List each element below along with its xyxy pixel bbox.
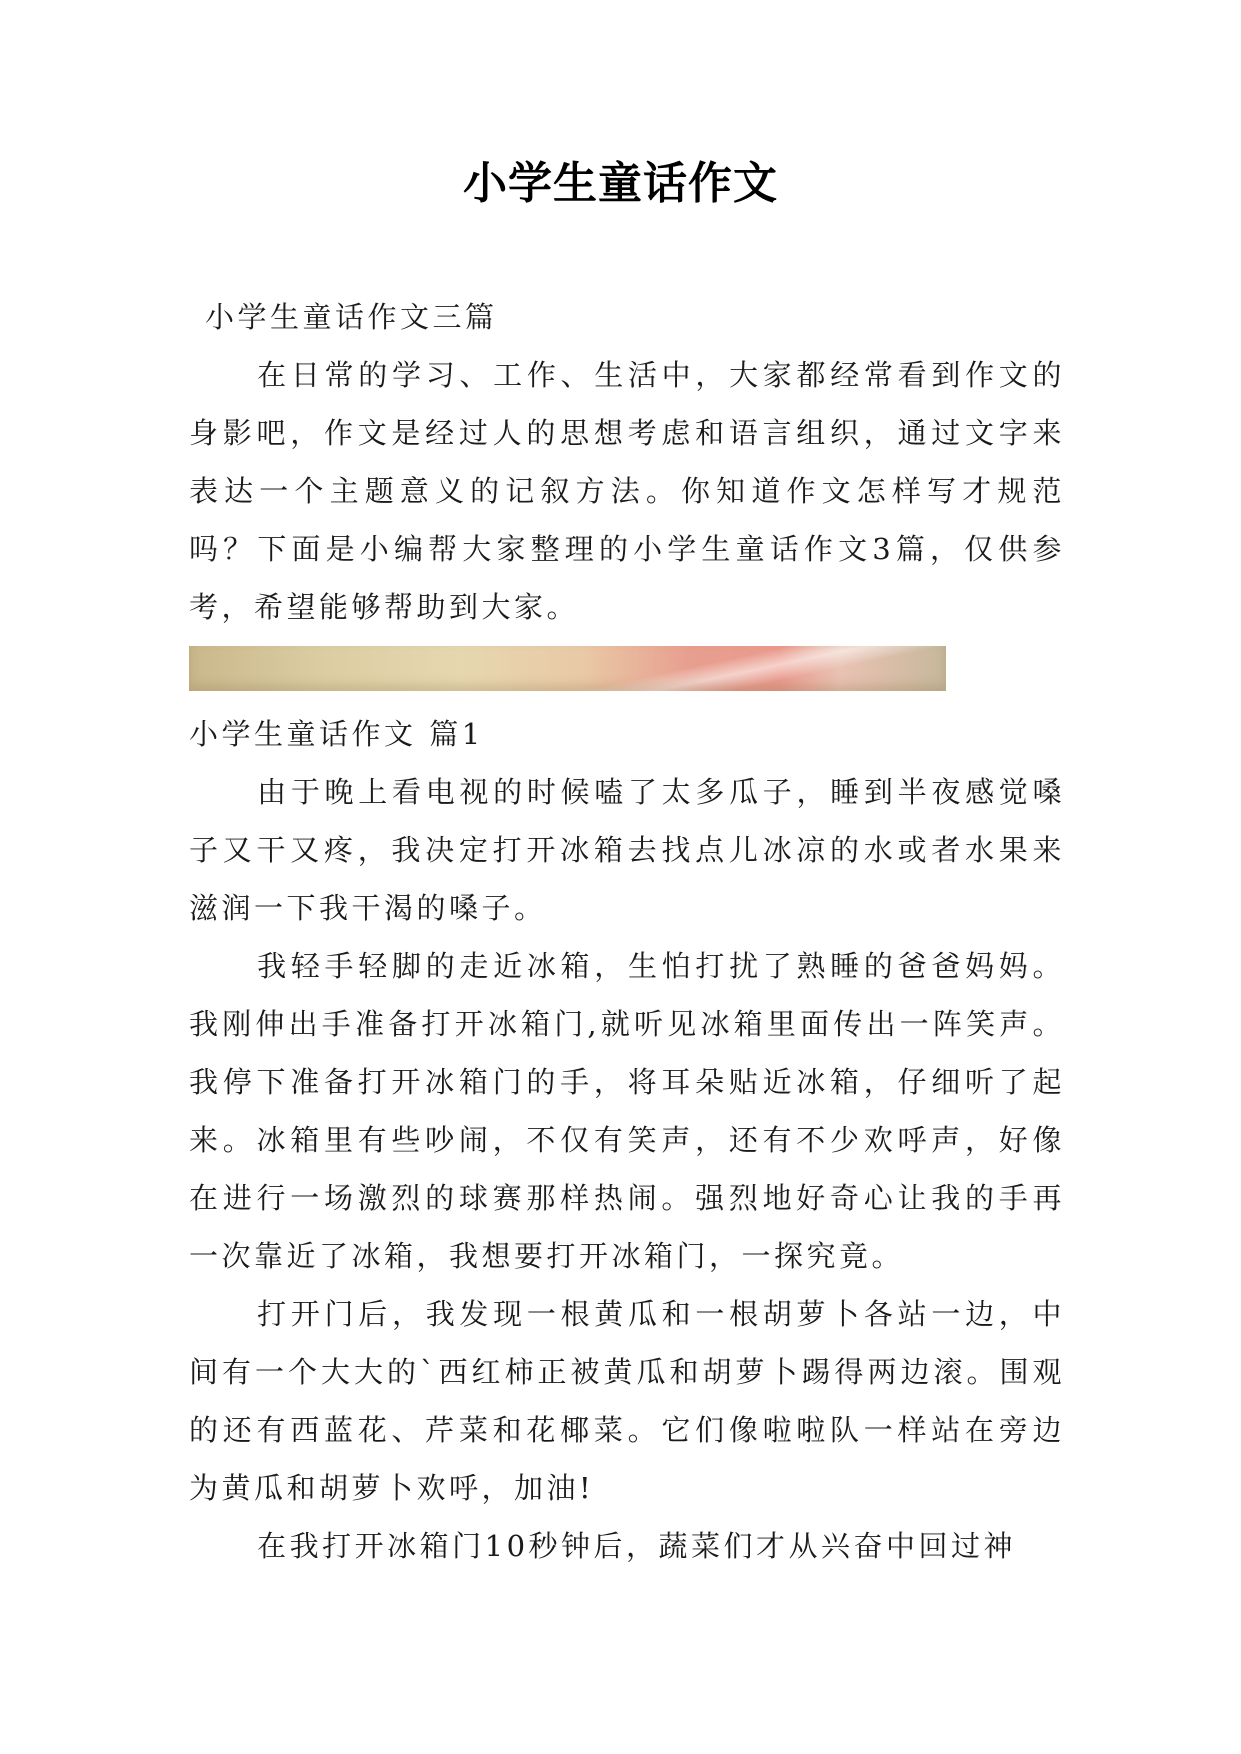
body-paragraph: 打开门后，我发现一根黄瓜和一根胡萝卜各站一边，中间有一个大大的`西红柿正被黄瓜和胡萝卜踢得两边滚。围观的还有西蓝花、芹菜和花椰菜。它们像啦啦队一样站在旁边为黄瓜和胡萝卜欢呼，加油!	[189, 1297, 1065, 1505]
document-subtitle: 小学生童话作文三篇	[205, 300, 498, 334]
document-title: 小学生童话作文	[463, 158, 778, 209]
body-paragraph: 我轻手轻脚的走近冰箱，生怕打扰了熟睡的爸爸妈妈。我刚伸出手准备打开冰箱门,就听见冰箱里面传出一阵笑声。我停下准备打开冰箱门的手，将耳朵贴近冰箱，仔细听了起来。冰箱里有些吵闹，不仅有笑声，还有不少欢呼声，好像在进行一场激烈的球赛那样热闹。强烈地好奇心让我的手再一次靠近了冰箱，我想要打开冰箱门，一探究竟。	[189, 949, 1065, 1273]
decorative-banner-image	[189, 646, 946, 691]
document-body	[189, 288, 1065, 1575]
section-heading: 小学生童话作文 篇1	[189, 717, 484, 751]
body-paragraph: 由于晚上看电视的时候嗑了太多瓜子，睡到半夜感觉嗓子又干又疼，我决定打开冰箱去找点儿冰凉的水或者水果来滋润一下我干渴的嗓子。	[189, 775, 1065, 925]
intro-paragraph: 在日常的学习、工作、生活中，大家都经常看到作文的身影吧，作文是经过人的思想考虑和语言组织，通过文字来表达一个主题意义的记叙方法。你知道作文怎样写才规范吗？下面是小编帮大家整理的小学生童话作文3篇，仅供参考，希望能够帮助到大家。	[189, 358, 1065, 624]
body-paragraph: 在我打开冰箱门10秒钟后，蔬菜们才从兴奋中回过神	[257, 1529, 1017, 1563]
